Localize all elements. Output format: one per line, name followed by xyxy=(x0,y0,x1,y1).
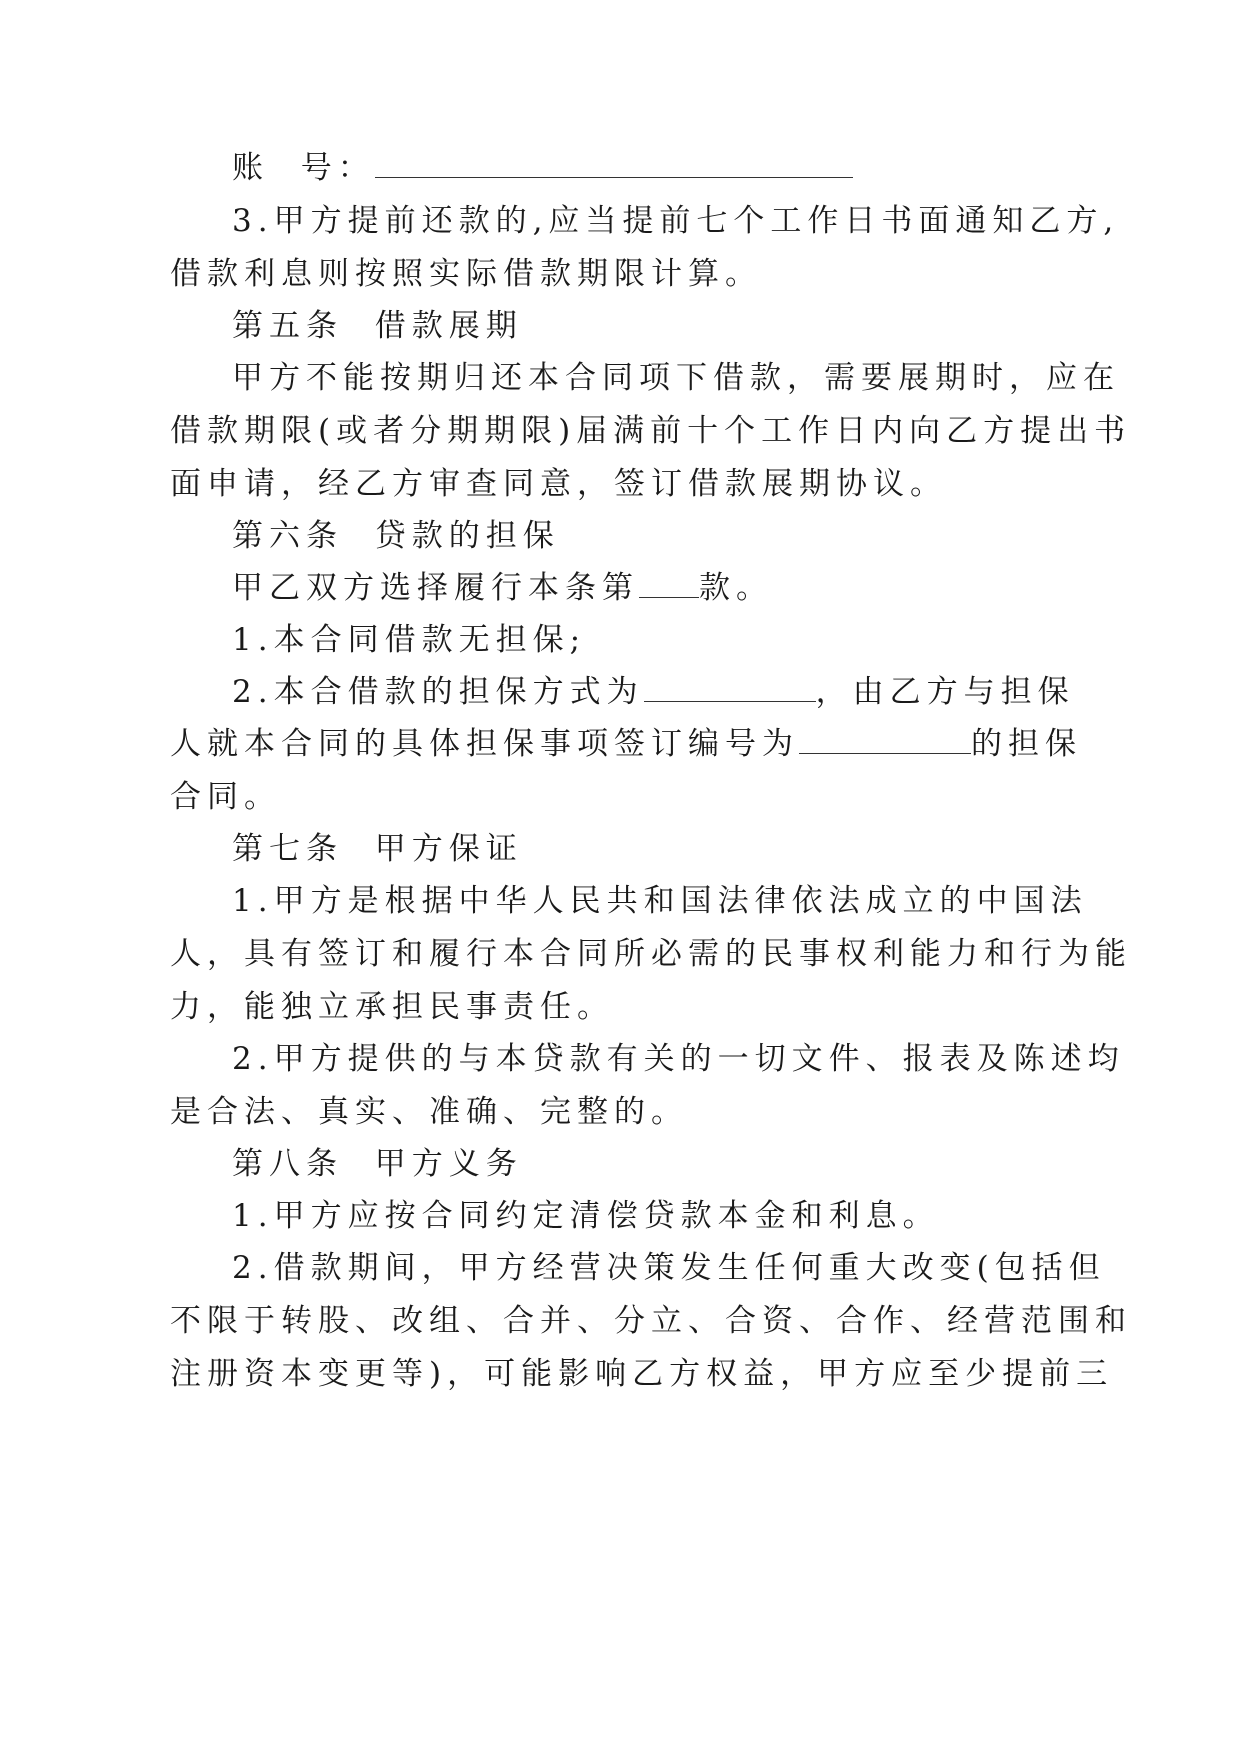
paragraph-line: 力，能独立承担民事责任。 xyxy=(170,989,614,1025)
clause-number-blank xyxy=(639,571,699,598)
paragraph-line: 3.甲方提前还款的,应当提前七个工作日书面通知乙方, xyxy=(232,203,1120,239)
paragraph-line: 是合法、真实、准确、完整的。 xyxy=(170,1094,688,1130)
paragraph-line xyxy=(232,672,1075,712)
paragraph-line: 借款利息则按照实际借款期限计算。 xyxy=(170,256,762,292)
paragraph-line xyxy=(232,568,773,608)
account-number-label: 账 号： xyxy=(232,150,375,186)
paragraph-line: 不限于转股、改组、合并、分立、合资、合作、经营范围和 xyxy=(170,1303,1132,1339)
guarantee-contract-text: 人就本合同的具体担保事项签订编号为 xyxy=(170,726,799,762)
account-number-blank xyxy=(375,151,853,178)
paragraph-line: 2.借款期间，甲方经营决策发生任何重大改变(包括但 xyxy=(232,1250,1106,1286)
article-heading: 第七条 甲方保证 xyxy=(232,831,523,867)
paragraph-line: 甲方不能按期归还本合同项下借款，需要展期时，应在 xyxy=(232,360,1120,396)
guarantee-method-text: 2.本合借款的担保方式为 xyxy=(232,674,644,710)
account-number-line xyxy=(232,148,853,188)
article-heading: 第五条 借款展期 xyxy=(232,308,523,344)
clause-choice-text: 甲乙双方选择履行本条第 xyxy=(232,570,639,606)
article-heading: 第八条 甲方义务 xyxy=(232,1146,523,1182)
article-heading: 第六条 贷款的担保 xyxy=(232,518,560,554)
guarantee-contract-number-blank xyxy=(799,727,971,754)
guarantee-method-blank xyxy=(644,675,816,702)
guarantee-method-suffix: ，由乙方与担保 xyxy=(815,674,1075,710)
paragraph-line: 借款期限(或者分期期限)届满前十个工作日内向乙方提出书 xyxy=(170,413,1132,449)
paragraph-line: 1.甲方是根据中华人民共和国法律依法成立的中国法 xyxy=(232,883,1088,919)
clause-choice-suffix: 款。 xyxy=(699,570,773,606)
guarantee-contract-suffix: 的担保 xyxy=(971,726,1082,762)
paragraph-line: 2.甲方提供的与本贷款有关的一切文件、报表及陈述均 xyxy=(232,1041,1125,1077)
paragraph-line: 人，具有签订和履行本合同所必需的民事权利能力和行为能 xyxy=(170,936,1132,972)
paragraph-line: 注册资本变更等)，可能影响乙方权益，甲方应至少提前三 xyxy=(170,1356,1114,1392)
paragraph-line: 面申请，经乙方审查同意，签订借款展期协议。 xyxy=(170,466,947,502)
paragraph-line: 合同。 xyxy=(170,779,281,815)
paragraph-line xyxy=(170,724,1082,764)
paragraph-line: 1.本合同借款无担保; xyxy=(232,622,587,658)
paragraph-line: 1.甲方应按合同约定清偿贷款本金和利息。 xyxy=(232,1198,940,1234)
